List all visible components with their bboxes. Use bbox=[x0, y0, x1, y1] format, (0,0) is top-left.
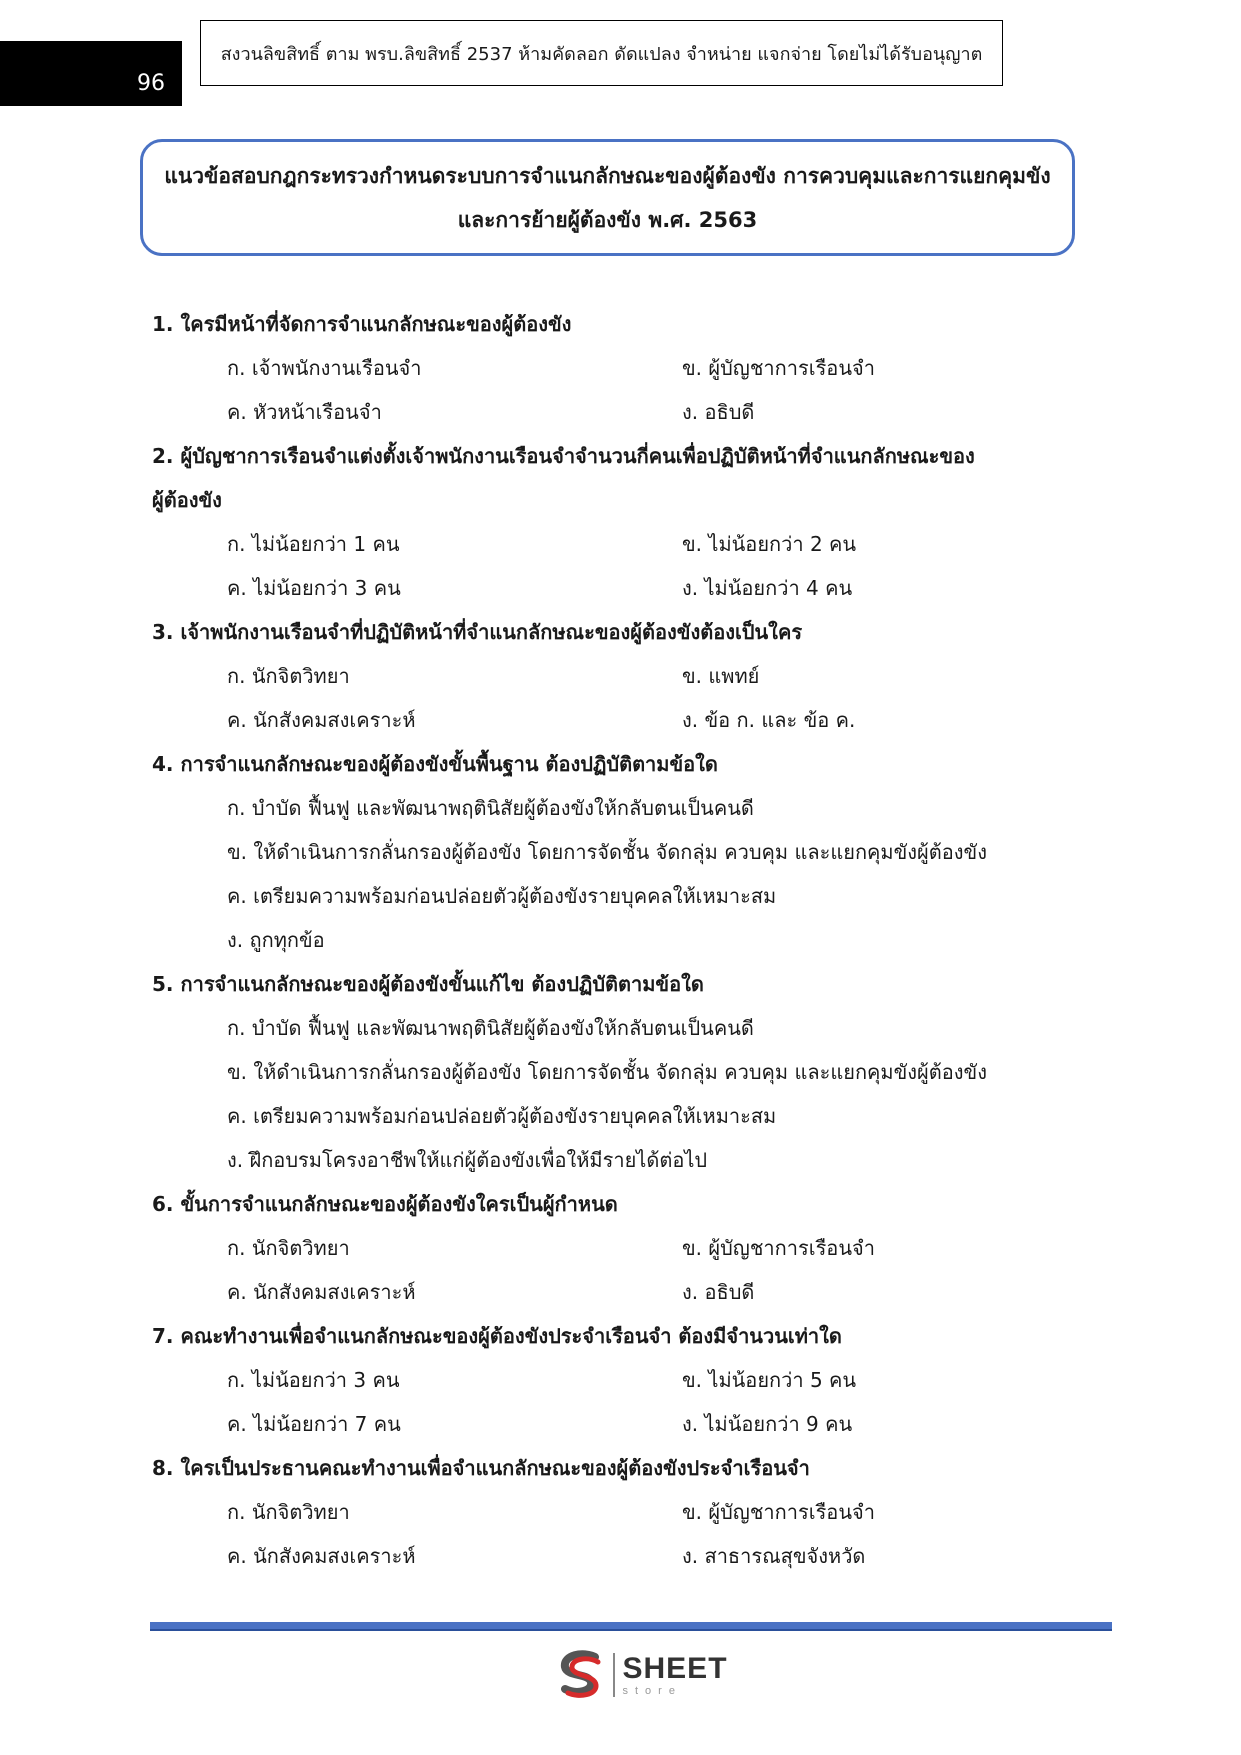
option: ค. ไม่น้อยกว่า 7 คน bbox=[227, 1412, 401, 1436]
option: ง. ถูกทุกข้อ bbox=[227, 928, 325, 952]
options-row bbox=[152, 390, 1112, 434]
options-row bbox=[152, 698, 1112, 742]
option: ค. นักสังคมสงเคราะห์ bbox=[227, 708, 416, 732]
option: ก. ไม่น้อยกว่า 3 คน bbox=[227, 1368, 400, 1392]
logo-divider bbox=[613, 1653, 615, 1697]
option: ก. บำบัด ฟื้นฟู และพัฒนาพฤตินิสัยผู้ต้องขังให้กลับตนเป็นคนดี bbox=[227, 796, 754, 820]
options-row bbox=[152, 522, 1112, 566]
option: ง. อธิบดี bbox=[682, 1280, 755, 1304]
options-row bbox=[152, 1402, 1112, 1446]
options-row bbox=[152, 1490, 1112, 1534]
logo-store-text: store bbox=[622, 1684, 682, 1697]
option: ค. นักสังคมสงเคราะห์ bbox=[227, 1280, 416, 1304]
footer-divider bbox=[150, 1622, 1112, 1631]
section-title-line-2: และการย้ายผู้ต้องขัง พ.ศ. 2563 bbox=[457, 207, 758, 232]
option: ข. ผู้บัญชาการเรือนจำ bbox=[682, 1236, 875, 1260]
option: ง. สาธารณสุขจังหวัด bbox=[682, 1544, 866, 1568]
option: ง. ไม่น้อยกว่า 9 คน bbox=[682, 1412, 853, 1436]
question-1: 1. ใครมีหน้าที่จัดการจำแนกลักษณะของผู้ต้องขัง bbox=[152, 312, 572, 336]
options-row bbox=[152, 1270, 1112, 1314]
option: ง. ฝึกอบรมโครงอาชีพให้แก่ผู้ต้องขังเพื่อให้มีรายได้ต่อไป bbox=[227, 1148, 708, 1172]
sheet-store-s-logo-icon bbox=[555, 1649, 607, 1701]
option: ค. หัวหน้าเรือนจำ bbox=[227, 400, 382, 424]
question-list bbox=[152, 302, 1112, 1578]
options-row bbox=[152, 1226, 1112, 1270]
options-row bbox=[152, 1534, 1112, 1578]
option: ค. เตรียมความพร้อมก่อนปล่อยตัวผู้ต้องขังรายบุคคลให้เหมาะสม bbox=[227, 884, 777, 908]
options-row bbox=[152, 346, 1112, 390]
option: ง. ข้อ ก. และ ข้อ ค. bbox=[682, 708, 856, 732]
page-number: 96 bbox=[0, 41, 182, 106]
options-row bbox=[152, 566, 1112, 610]
copyright-notice: สงวนลิขสิทธิ์ ตาม พรบ.ลิขสิทธิ์ 2537 ห้ามคัดลอก ดัดแปลง จำหน่าย แจกจ่าย โดยไม่ได้รับอนุญาต bbox=[200, 20, 1003, 86]
question-3: 3. เจ้าพนักงานเรือนจำที่ปฏิบัติหน้าที่จำแนกลักษณะของผู้ต้องขังต้องเป็นใคร bbox=[152, 620, 803, 644]
options-row bbox=[152, 654, 1112, 698]
option: ค. ไม่น้อยกว่า 3 คน bbox=[227, 576, 401, 600]
question-2-continued: ผู้ต้องขัง bbox=[152, 488, 222, 512]
question-8: 8. ใครเป็นประธานคณะทำงานเพื่อจำแนกลักษณะของผู้ต้องขังประจำเรือนจำ bbox=[152, 1456, 810, 1480]
section-title-line-1: แนวข้อสอบกฎกระทรวงกำหนดระบบการจำแนกลักษณะของผู้ต้องขัง การควบคุมและการแยกคุมขัง bbox=[164, 163, 1051, 188]
option: ข. ให้ดำเนินการกลั่นกรองผู้ต้องขัง โดยการจัดชั้น จัดกลุ่ม ควบคุม และแยกคุมขังผู้ต้องขัง bbox=[227, 1060, 987, 1084]
logo-sheet-text: SHEET bbox=[622, 1651, 728, 1685]
option: ค. นักสังคมสงเคราะห์ bbox=[227, 1544, 416, 1568]
option: ข. ไม่น้อยกว่า 5 คน bbox=[682, 1368, 857, 1392]
option: ก. บำบัด ฟื้นฟู และพัฒนาพฤตินิสัยผู้ต้องขังให้กลับตนเป็นคนดี bbox=[227, 1016, 754, 1040]
question-5: 5. การจำแนกลักษณะของผู้ต้องขังขั้นแก้ไข ต้องปฏิบัติตามข้อใด bbox=[152, 972, 704, 996]
option: ง. อธิบดี bbox=[682, 400, 755, 424]
option: ก. นักจิตวิทยา bbox=[227, 1500, 350, 1524]
logo-wordmark bbox=[622, 1651, 728, 1697]
section-title-box bbox=[140, 139, 1075, 256]
option: ก. นักจิตวิทยา bbox=[227, 664, 350, 688]
option: ก. ไม่น้อยกว่า 1 คน bbox=[227, 532, 400, 556]
question-7: 7. คณะทำงานเพื่อจำแนกลักษณะของผู้ต้องขังประจำเรือนจำ ต้องมีจำนวนเท่าใด bbox=[152, 1324, 842, 1348]
option: ก. เจ้าพนักงานเรือนจำ bbox=[227, 356, 422, 380]
sheet-store-logo bbox=[555, 1645, 735, 1705]
options-row bbox=[152, 1358, 1112, 1402]
option: ก. นักจิตวิทยา bbox=[227, 1236, 350, 1260]
option: ข. ผู้บัญชาการเรือนจำ bbox=[682, 1500, 875, 1524]
question-6: 6. ขั้นการจำแนกลักษณะของผู้ต้องขังใครเป็นผู้กำหนด bbox=[152, 1192, 618, 1216]
question-2: 2. ผู้บัญชาการเรือนจำแต่งตั้งเจ้าพนักงานเรือนจำจำนวนกี่คนเพื่อปฏิบัติหน้าที่จำแนกลักษณะของ bbox=[152, 444, 975, 468]
option: ข. แพทย์ bbox=[682, 664, 760, 688]
option: ข. ให้ดำเนินการกลั่นกรองผู้ต้องขัง โดยการจัดชั้น จัดกลุ่ม ควบคุม และแยกคุมขังผู้ต้องขัง bbox=[227, 840, 987, 864]
option: ง. ไม่น้อยกว่า 4 คน bbox=[682, 576, 853, 600]
option: ข. ผู้บัญชาการเรือนจำ bbox=[682, 356, 875, 380]
option: ค. เตรียมความพร้อมก่อนปล่อยตัวผู้ต้องขังรายบุคคลให้เหมาะสม bbox=[227, 1104, 777, 1128]
question-4: 4. การจำแนกลักษณะของผู้ต้องขังขั้นพื้นฐาน ต้องปฏิบัติตามข้อใด bbox=[152, 752, 718, 776]
option: ข. ไม่น้อยกว่า 2 คน bbox=[682, 532, 857, 556]
